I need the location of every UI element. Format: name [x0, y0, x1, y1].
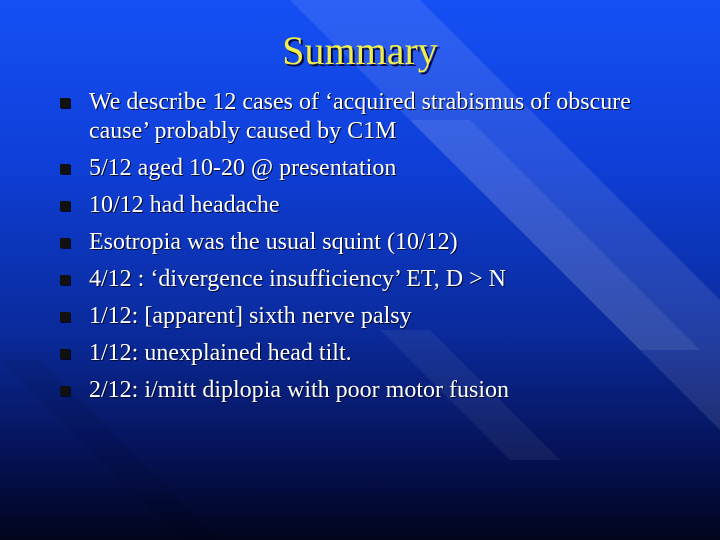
bullet-item	[58, 265, 658, 294]
bullet-text: 4/12 : ‘divergence insufficiency’ ET, D > N	[89, 266, 506, 292]
bullet-item	[58, 88, 658, 146]
bullet-item	[58, 154, 658, 183]
bullet-text: 2/12: i/mitt diplopia with poor motor fusion	[89, 377, 509, 403]
square-bullet-icon	[60, 238, 70, 248]
bullet-text: 5/12 aged 10-20 @ presentation	[89, 155, 397, 181]
bullet-text: 1/12: unexplained head tilt.	[89, 340, 352, 366]
slide-title: Summary	[282, 28, 438, 73]
square-bullet-icon	[60, 386, 70, 396]
square-bullet-icon	[60, 164, 70, 174]
square-bullet-icon	[60, 349, 70, 359]
bullet-item	[58, 339, 658, 368]
bullet-list	[58, 88, 658, 405]
square-bullet-icon	[60, 275, 70, 285]
bullet-item	[58, 302, 658, 331]
bullet-item	[58, 191, 658, 220]
bullet-text: 10/12 had headache	[89, 192, 280, 218]
square-bullet-icon	[60, 201, 70, 211]
bullet-item	[58, 228, 658, 257]
bullet-item	[58, 376, 658, 405]
square-bullet-icon	[60, 98, 70, 108]
square-bullet-icon	[60, 312, 70, 322]
bullet-text: Esotropia was the usual squint (10/12)	[89, 229, 458, 255]
bullet-text: 1/12: [apparent] sixth nerve palsy	[89, 303, 412, 329]
bullet-text: We describe 12 cases of ‘acquired strabismus of obscure cause’ probably caused by C1M	[89, 89, 631, 144]
